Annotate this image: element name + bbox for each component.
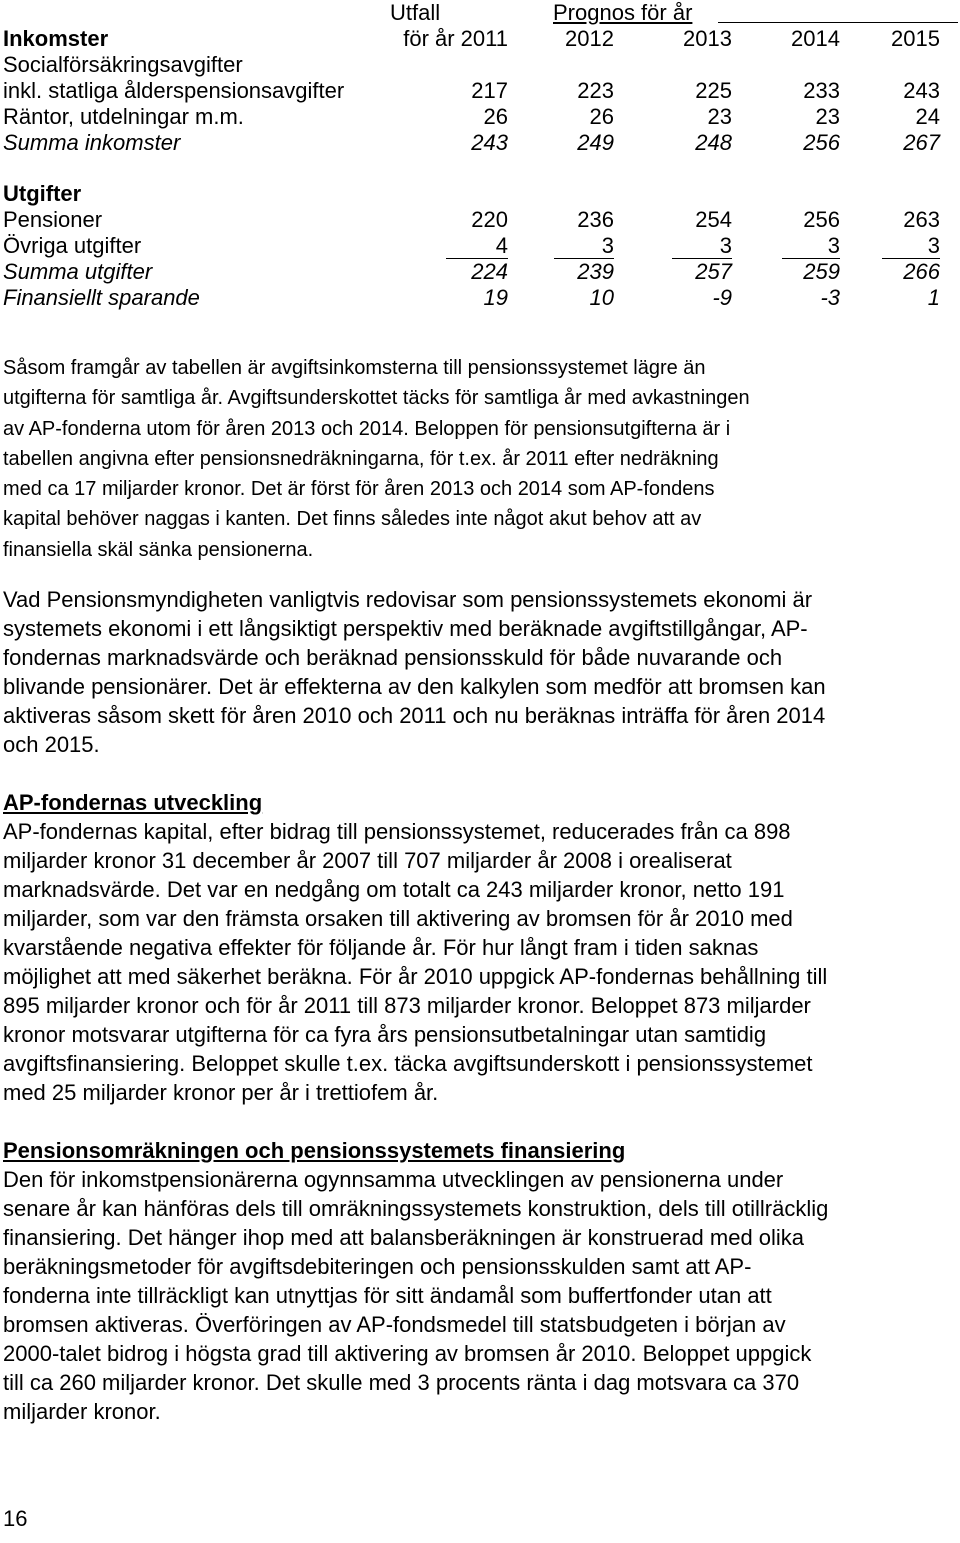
text-line: 2000-talet bidrog i högsta grad till aktivering av bromsen år 2010. Beloppet uppgick (3, 1341, 812, 1366)
value-cell: 266 (903, 259, 940, 284)
paragraph-table-commentary (3, 353, 948, 565)
year-cell: för år 2011 (403, 26, 508, 51)
value-cell: 243 (471, 130, 508, 155)
text-line: miljarder kronor 31 december år 2007 till 707 miljarder år 2008 i orealiserat (3, 848, 732, 873)
table-row-saving (0, 285, 960, 311)
text-line: AP-fondernas kapital, efter bidrag till pensionssystemet, reducerades från ca 898 (3, 819, 791, 844)
row-label: Summa inkomster (3, 130, 181, 155)
table-row (0, 52, 960, 78)
table-row (0, 233, 960, 259)
text-line: systemets ekonomi i ett långsiktigt perspektiv med beräknade avgiftstillgångar, AP- (3, 616, 808, 641)
text-line: miljarder kronor. (3, 1399, 161, 1424)
value-cell: 23 (815, 104, 840, 129)
value-cell: 257 (695, 259, 732, 284)
text-line: möjlighet att med säkerhet beräkna. För år 2010 uppgick AP-fondernas behållning till (3, 964, 828, 989)
year-cell: 2013 (683, 26, 732, 51)
value-cell: 1 (927, 285, 940, 310)
value-cell: 220 (471, 207, 508, 232)
finance-table (0, 0, 960, 311)
table-header-top (0, 0, 960, 26)
text-line: kronor motsvarar utgifterna för ca fyra års pensionsutbetalningar utan samtidig (3, 1022, 767, 1047)
header-prognos: Prognos för år (553, 0, 693, 25)
section-heading-ap-fonder: AP-fondernas utveckling (3, 790, 263, 815)
value-cell: 225 (695, 78, 732, 103)
text-line: tabellen angivna efter pensionsnedräkningarna, för t.ex. år 2011 efter nedräkning (3, 447, 719, 470)
text-line: beräkningsmetoder för avgiftsdebiteringen och pensionsskulden samt att AP- (3, 1254, 752, 1279)
text-line: 895 miljarder kronor och för år 2011 till 873 miljarder kronor. Beloppet 873 miljarder (3, 993, 811, 1018)
table-spacer (0, 156, 960, 181)
table-row-total (0, 259, 960, 285)
value-cell: 3 (882, 234, 940, 259)
text-line: med ca 17 miljarder kronor. Det är först för åren 2013 och 2014 som AP-fondens (3, 478, 715, 501)
value-cell: 254 (695, 207, 732, 232)
value-cell: 217 (471, 78, 508, 103)
table-row (0, 78, 960, 104)
value-cell: 19 (483, 285, 508, 310)
text-line: fonderna inte tillräckligt kan utnyttjas för sitt ändamål som buffertfonder utan att (3, 1283, 772, 1308)
value-cell: 248 (695, 130, 732, 155)
row-label: Finansiellt sparande (3, 285, 200, 310)
text-line: Den för inkomstpensionärerna ogynnsamma utvecklingen av pensionerna under (3, 1167, 784, 1192)
value-cell: 263 (903, 207, 940, 232)
page-number: 16 (3, 1506, 28, 1531)
value-cell: 4 (446, 234, 508, 259)
value-cell: 239 (577, 259, 614, 284)
value-cell: 3 (554, 234, 614, 259)
text-line: utgifterna för samtliga år. Avgiftsunderskottet täcks för samtliga år med avkastningen (3, 387, 750, 410)
table-header-years (0, 26, 960, 52)
value-cell: 10 (589, 285, 614, 310)
text-line: avgiftsfinansiering. Beloppet skulle t.ex. täcka avgiftsunderskott i pensionssystemet (3, 1051, 813, 1076)
text-line: marknadsvärde. Det var en nedgång om totalt ca 243 miljarder kronor, netto 191 (3, 877, 785, 902)
table-row (0, 181, 960, 207)
year-cell: 2015 (891, 26, 940, 51)
text-line: till ca 260 miljarder kronor. Det skulle med 3 procents ränta i dag motsvara ca 370 (3, 1370, 800, 1395)
row-label: Summa utgifter (3, 259, 153, 284)
text-line: blivande pensionärer. Det är effekterna av den kalkylen som medför att bromsen kan (3, 674, 826, 699)
row-label: inkl. statliga ålderspensionsavgifter (3, 78, 345, 103)
value-cell: 267 (903, 130, 940, 155)
row-label: Övriga utgifter (3, 233, 142, 258)
text-line: kvarstående negativa effekter för följande år. För hur långt fram i tiden saknas (3, 935, 759, 960)
value-cell: 3 (672, 234, 732, 259)
row-label: Socialförsäkringsavgifter (3, 52, 243, 77)
row-label: Räntor, utdelningar m.m. (3, 104, 244, 129)
year-cell: 2012 (565, 26, 614, 51)
blank-line (3, 1107, 948, 1136)
text-line: senare år kan hänföras dels till omräkningssystemets konstruktion, dels till otillräcklig (3, 1196, 829, 1221)
value-cell: 233 (803, 78, 840, 103)
blank-line (3, 759, 948, 788)
value-cell: 223 (577, 78, 614, 103)
value-cell: 23 (707, 104, 732, 129)
table-row-total (0, 130, 960, 156)
value-cell: -3 (820, 285, 840, 310)
text-line: finansiering. Det hänger ihop med att balansberäkningen är konstruerad med olika (3, 1225, 805, 1250)
text-line: och 2015. (3, 732, 100, 757)
inkomster-heading: Inkomster (3, 26, 109, 51)
text-line: av AP-fonderna utom för åren 2013 och 2014. Beloppen för pensionsutgifterna är i (3, 417, 731, 440)
text-line: finansiella skäl sänka pensionerna. (3, 538, 314, 561)
value-cell: -9 (712, 285, 732, 310)
value-cell: 26 (589, 104, 614, 129)
text-line: med 25 miljarder kronor per år i trettiofem år. (3, 1080, 439, 1105)
value-cell: 24 (915, 104, 940, 129)
value-cell: 236 (577, 207, 614, 232)
year-cell: 2014 (791, 26, 840, 51)
value-cell: 26 (483, 104, 508, 129)
table-row (0, 207, 960, 233)
section-heading-pensionsomrakning: Pensionsomräkningen och pensionssystemets finansiering (3, 1138, 626, 1163)
value-cell: 224 (471, 259, 508, 284)
value-cell: 256 (803, 207, 840, 232)
table-row (0, 104, 960, 130)
text-line: bromsen aktiveras. Överföringen av AP-fondsmedel till statsbudgeten i början av (3, 1312, 786, 1337)
text-line: miljarder, som var den främsta orsaken till aktivering av bromsen för år 2010 med (3, 906, 793, 931)
body-text (3, 585, 948, 1426)
text-line: kapital behöver naggas i kanten. Det finns således inte något akut behov att av (3, 508, 702, 531)
row-label: Pensioner (3, 207, 103, 232)
text-line: aktiveras såsom skett för åren 2010 och 2011 och nu beräknas inträffa för åren 2014 (3, 703, 826, 728)
value-cell: 256 (803, 130, 840, 155)
text-line: Vad Pensionsmyndigheten vanligtvis redovisar som pensionssystemets ekonomi är (3, 587, 813, 612)
header-rule (718, 22, 958, 23)
utgifter-heading: Utgifter (3, 181, 82, 206)
value-cell: 3 (782, 234, 840, 259)
value-cell: 249 (577, 130, 614, 155)
text-line: Såsom framgår av tabellen är avgiftsinkomsterna till pensionssystemet lägre än (3, 357, 706, 379)
text-line: fondernas marknadsvärde och beräknad pensionsskuld för både nuvarande och (3, 645, 783, 670)
header-utfall: Utfall (390, 0, 441, 25)
value-cell: 243 (903, 78, 940, 103)
value-cell: 259 (803, 259, 840, 284)
